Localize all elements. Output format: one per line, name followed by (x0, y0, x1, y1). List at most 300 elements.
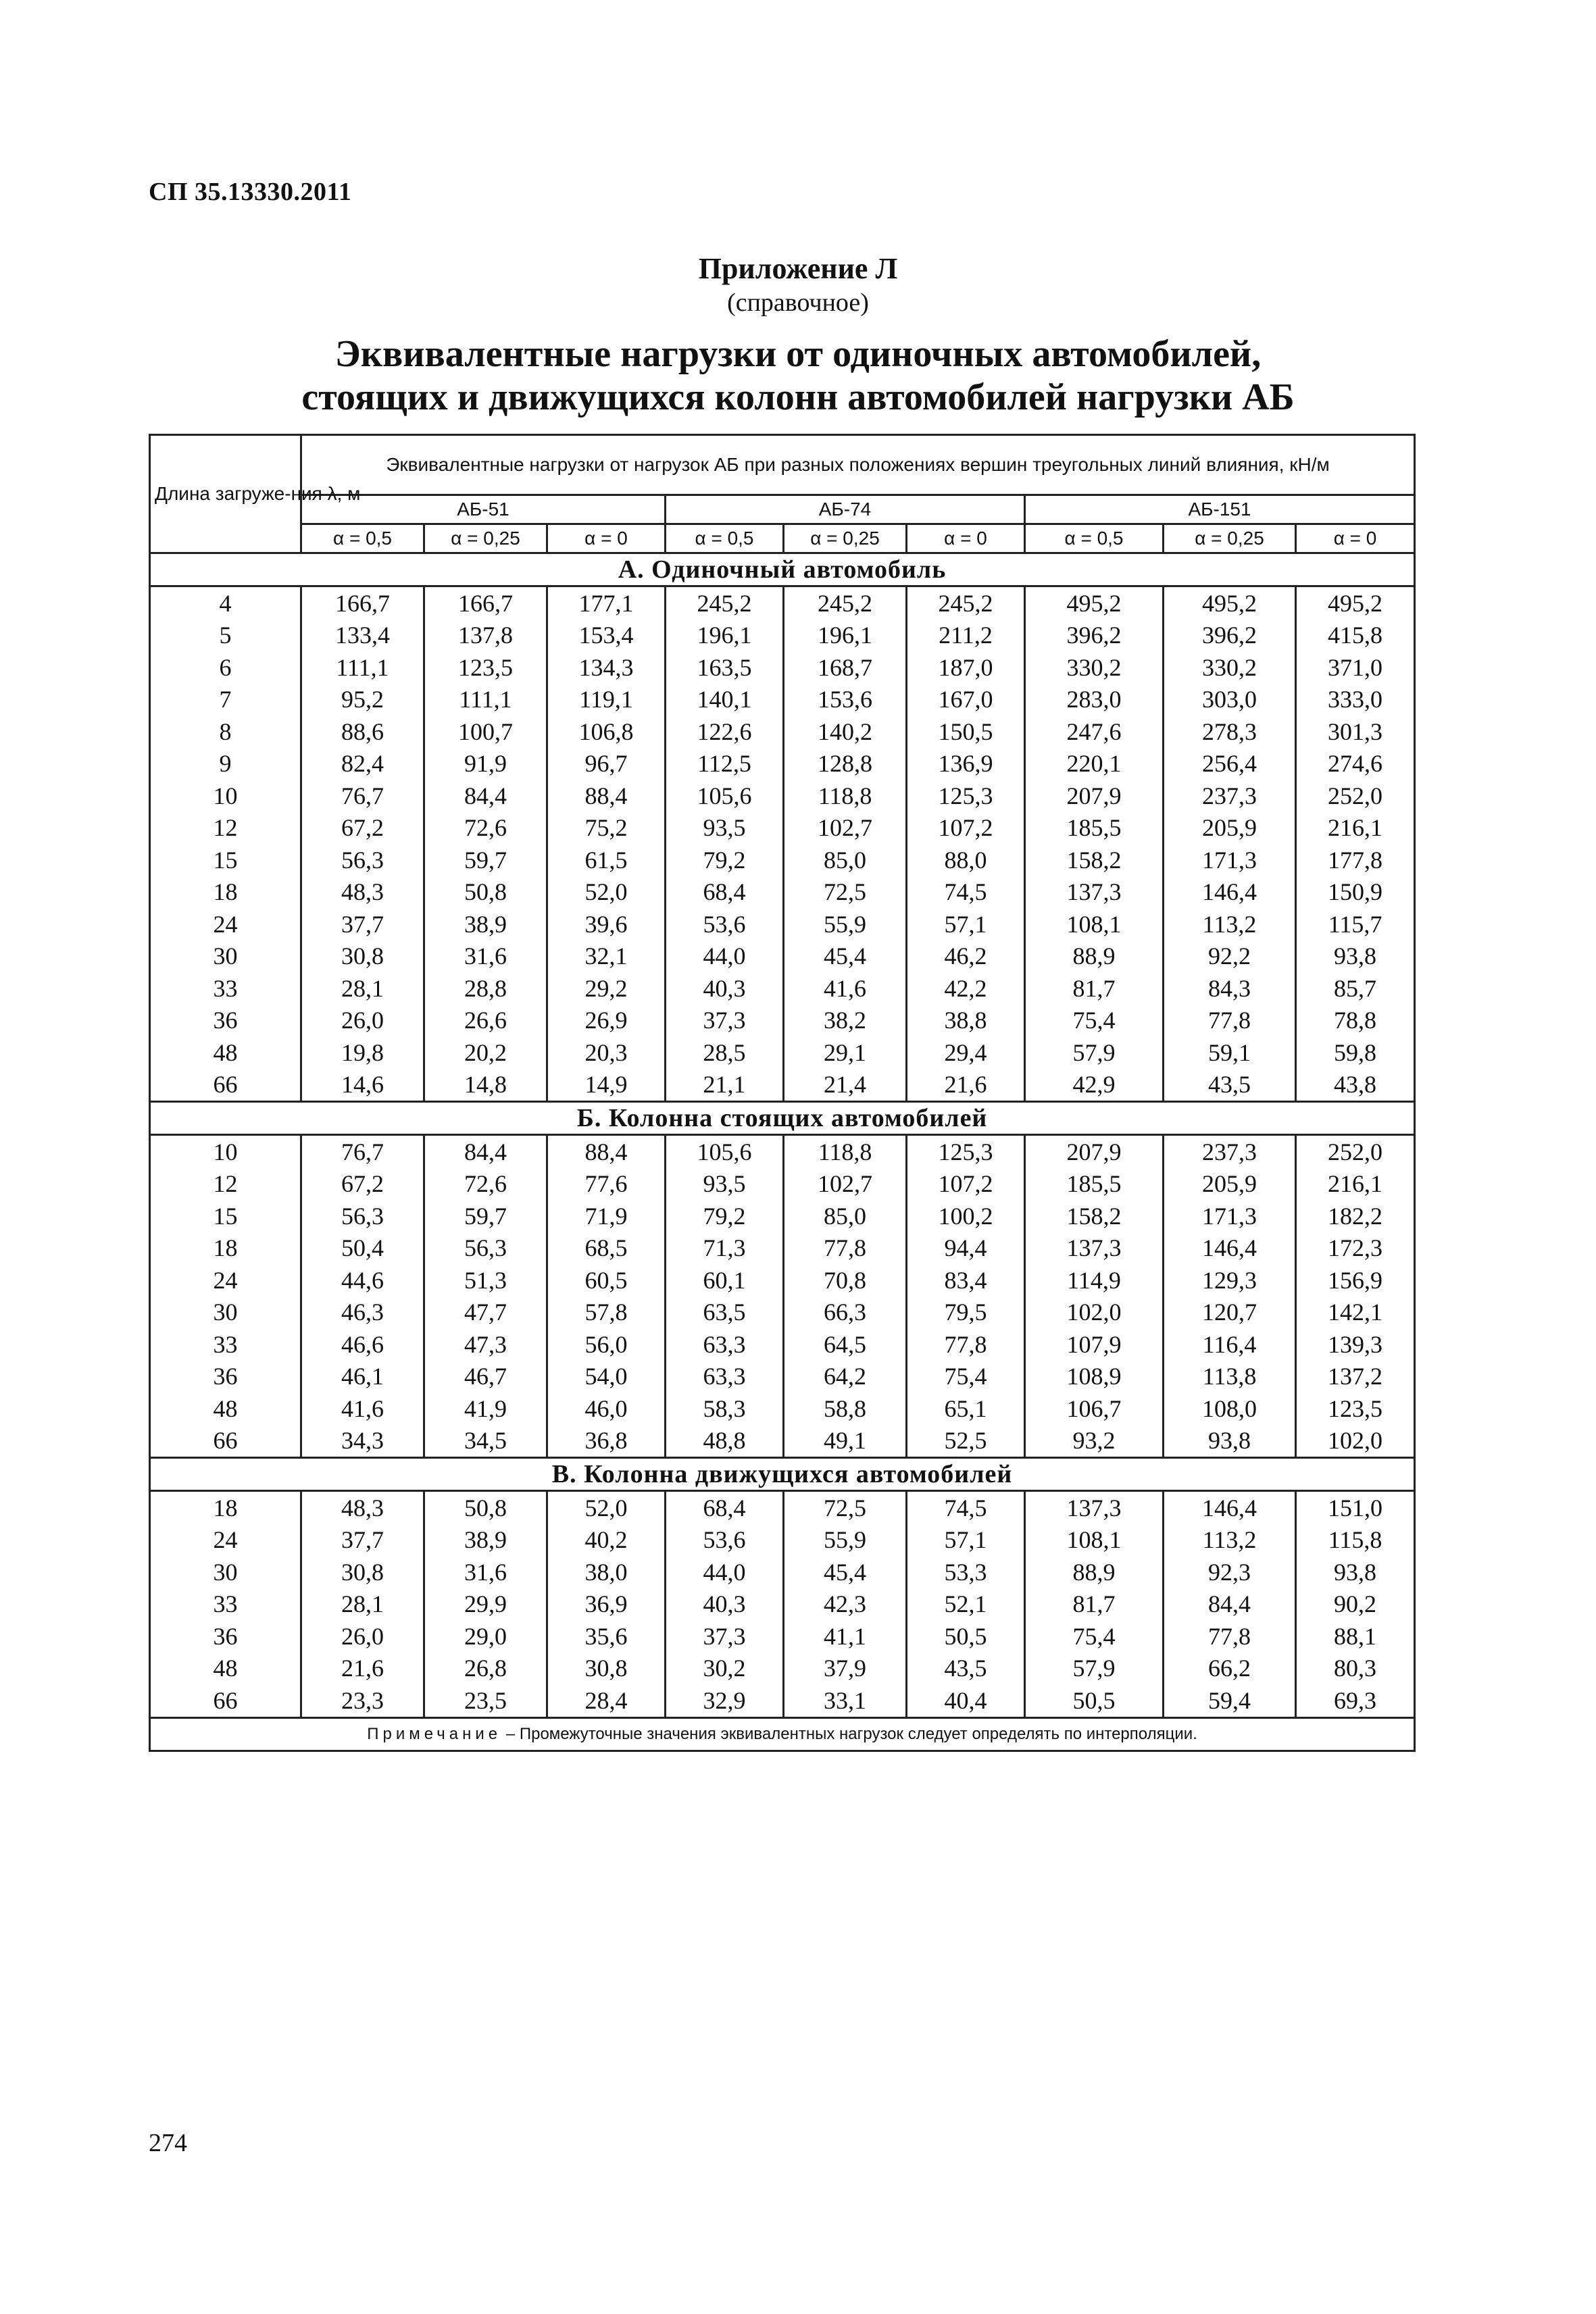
value-cell: 23,3 (301, 1684, 424, 1717)
value-cell: 57,1 (907, 1524, 1025, 1557)
value-cell: 107,2 (907, 1168, 1025, 1201)
value-cell: 84,4 (424, 780, 547, 812)
alpha-header: α = 0,5 (301, 524, 424, 553)
table-row (150, 748, 1415, 780)
length-cell: 24 (150, 1264, 301, 1297)
value-cell: 34,5 (424, 1425, 547, 1458)
value-cell: 50,5 (1025, 1684, 1164, 1717)
length-cell: 12 (150, 812, 301, 845)
value-cell: 34,3 (301, 1425, 424, 1458)
value-cell: 151,0 (1296, 1491, 1415, 1524)
table-row (150, 1620, 1415, 1653)
value-cell: 495,2 (1025, 586, 1164, 620)
alpha-header: α = 0,25 (1164, 524, 1296, 553)
value-cell: 66,3 (784, 1297, 907, 1329)
value-cell: 50,5 (907, 1620, 1025, 1653)
group-header-ab151: АБ-151 (1025, 495, 1415, 524)
value-cell: 21,6 (907, 1069, 1025, 1102)
value-cell: 495,2 (1296, 586, 1415, 620)
length-cell: 48 (150, 1036, 301, 1069)
value-cell: 20,3 (547, 1036, 666, 1069)
value-cell: 88,9 (1025, 1556, 1164, 1588)
length-cell: 48 (150, 1392, 301, 1425)
value-cell: 111,1 (424, 684, 547, 716)
value-cell: 42,3 (784, 1588, 907, 1621)
value-cell: 48,8 (666, 1425, 784, 1458)
length-cell: 48 (150, 1653, 301, 1685)
value-cell: 74,5 (907, 1491, 1025, 1524)
value-cell: 94,4 (907, 1232, 1025, 1265)
table-row (150, 1684, 1415, 1717)
value-cell: 52,0 (547, 876, 666, 909)
value-cell: 45,4 (784, 940, 907, 973)
value-cell: 56,3 (301, 1200, 424, 1232)
value-cell: 59,7 (424, 1200, 547, 1232)
length-cell: 15 (150, 1200, 301, 1232)
length-cell: 33 (150, 1588, 301, 1621)
value-cell: 182,2 (1296, 1200, 1415, 1232)
value-cell: 196,1 (784, 620, 907, 652)
value-cell: 88,4 (547, 780, 666, 812)
value-cell: 106,7 (1025, 1392, 1164, 1425)
value-cell: 177,8 (1296, 844, 1415, 876)
value-cell: 252,0 (1296, 780, 1415, 812)
section-row (150, 1458, 1415, 1491)
value-cell: 46,1 (301, 1361, 424, 1393)
alpha-header: α = 0,25 (424, 524, 547, 553)
value-cell: 78,8 (1296, 1005, 1415, 1037)
value-cell: 43,5 (1164, 1069, 1296, 1102)
value-cell: 37,3 (666, 1620, 784, 1653)
note-text: – Промежуточные значения эквивалентных нагрузок следует определять по интерполяции. (501, 1724, 1197, 1743)
value-cell: 46,7 (424, 1361, 547, 1393)
table-row (150, 1588, 1415, 1621)
value-cell: 77,8 (1164, 1620, 1296, 1653)
value-cell: 83,4 (907, 1264, 1025, 1297)
document-code: СП 35.13330.2011 (149, 178, 352, 206)
length-cell: 36 (150, 1005, 301, 1037)
value-cell: 92,3 (1164, 1556, 1296, 1588)
value-cell: 163,5 (666, 651, 784, 684)
value-cell: 21,6 (301, 1653, 424, 1685)
value-cell: 21,1 (666, 1069, 784, 1102)
main-header: Эквивалентные нагрузки от нагрузок АБ при разных положениях вершин треугольных линий влияния, кН/м (301, 435, 1415, 495)
table-row (150, 1491, 1415, 1524)
value-cell: 31,6 (424, 1556, 547, 1588)
value-cell: 57,8 (547, 1297, 666, 1329)
value-cell: 40,2 (547, 1524, 666, 1557)
value-cell: 46,2 (907, 940, 1025, 973)
value-cell: 43,8 (1296, 1069, 1415, 1102)
value-cell: 75,4 (1025, 1005, 1164, 1037)
value-cell: 93,8 (1296, 940, 1415, 973)
value-cell: 112,5 (666, 748, 784, 780)
value-cell: 495,2 (1164, 586, 1296, 620)
main-title (0, 332, 1596, 419)
value-cell: 171,3 (1164, 844, 1296, 876)
value-cell: 36,9 (547, 1588, 666, 1621)
table-row (150, 844, 1415, 876)
section-row (150, 553, 1415, 586)
value-cell: 36,8 (547, 1425, 666, 1458)
value-cell: 56,3 (424, 1232, 547, 1265)
value-cell: 32,9 (666, 1684, 784, 1717)
value-cell: 396,2 (1164, 620, 1296, 652)
value-cell: 115,8 (1296, 1524, 1415, 1557)
length-cell: 18 (150, 876, 301, 909)
value-cell: 108,0 (1164, 1392, 1296, 1425)
value-cell: 37,7 (301, 908, 424, 940)
value-cell: 72,6 (424, 1168, 547, 1201)
value-cell: 46,3 (301, 1297, 424, 1329)
value-cell: 75,2 (547, 812, 666, 845)
value-cell: 111,1 (301, 651, 424, 684)
length-cell: 66 (150, 1425, 301, 1458)
value-cell: 153,6 (784, 684, 907, 716)
section-title: Б. Колонна стоящих автомобилей (150, 1102, 1415, 1135)
table-row (150, 1036, 1415, 1069)
length-cell: 33 (150, 1328, 301, 1361)
length-cell: 9 (150, 748, 301, 780)
value-cell: 76,7 (301, 780, 424, 812)
value-cell: 205,9 (1164, 812, 1296, 845)
table-body (150, 553, 1415, 1718)
alpha-header: α = 0,5 (1025, 524, 1164, 553)
length-cell: 30 (150, 940, 301, 973)
value-cell: 396,2 (1025, 620, 1164, 652)
length-cell: 36 (150, 1620, 301, 1653)
table-note (150, 1717, 1415, 1751)
value-cell: 84,4 (424, 1135, 547, 1168)
value-cell: 50,8 (424, 876, 547, 909)
value-cell: 167,0 (907, 684, 1025, 716)
value-cell: 113,2 (1164, 1524, 1296, 1557)
value-cell: 207,9 (1025, 1135, 1164, 1168)
value-cell: 93,2 (1025, 1425, 1164, 1458)
value-cell: 91,9 (424, 748, 547, 780)
table-row (150, 1005, 1415, 1037)
value-cell: 140,2 (784, 715, 907, 748)
value-cell: 134,3 (547, 651, 666, 684)
value-cell: 59,8 (1296, 1036, 1415, 1069)
length-cell: 24 (150, 908, 301, 940)
value-cell: 31,6 (424, 940, 547, 973)
value-cell: 60,5 (547, 1264, 666, 1297)
value-cell: 172,3 (1296, 1232, 1415, 1265)
appendix-subtitle: (справочное) (727, 288, 869, 317)
table-row (150, 1297, 1415, 1329)
alpha-header: α = 0,25 (784, 524, 907, 553)
value-cell: 48,3 (301, 1491, 424, 1524)
equivalent-loads-table (149, 434, 1416, 1752)
value-cell: 67,2 (301, 812, 424, 845)
value-cell: 100,7 (424, 715, 547, 748)
length-cell: 15 (150, 844, 301, 876)
appendix-title: Приложение Л (698, 252, 898, 285)
value-cell: 93,8 (1296, 1556, 1415, 1588)
value-cell: 80,3 (1296, 1653, 1415, 1685)
value-cell: 171,3 (1164, 1200, 1296, 1232)
value-cell: 185,5 (1025, 1168, 1164, 1201)
length-cell: 6 (150, 651, 301, 684)
length-cell: 30 (150, 1297, 301, 1329)
value-cell: 247,6 (1025, 715, 1164, 748)
table-row (150, 1200, 1415, 1232)
value-cell: 125,3 (907, 1135, 1025, 1168)
value-cell: 245,2 (666, 586, 784, 620)
value-cell: 71,3 (666, 1232, 784, 1265)
table-row (150, 1392, 1415, 1425)
table-row (150, 586, 1415, 620)
length-cell: 12 (150, 1168, 301, 1201)
value-cell: 50,8 (424, 1491, 547, 1524)
value-cell: 88,4 (547, 1135, 666, 1168)
value-cell: 56,0 (547, 1328, 666, 1361)
value-cell: 59,4 (1164, 1684, 1296, 1717)
value-cell: 37,3 (666, 1005, 784, 1037)
value-cell: 150,5 (907, 715, 1025, 748)
value-cell: 50,4 (301, 1232, 424, 1265)
value-cell: 57,1 (907, 908, 1025, 940)
value-cell: 92,2 (1164, 940, 1296, 973)
value-cell: 43,5 (907, 1653, 1025, 1685)
table-row (150, 908, 1415, 940)
table-row (150, 1232, 1415, 1265)
length-cell: 10 (150, 1135, 301, 1168)
value-cell: 59,7 (424, 844, 547, 876)
value-cell: 28,5 (666, 1036, 784, 1069)
value-cell: 168,7 (784, 651, 907, 684)
table-row (150, 1556, 1415, 1588)
value-cell: 51,3 (424, 1264, 547, 1297)
value-cell: 114,9 (1025, 1264, 1164, 1297)
value-cell: 207,9 (1025, 780, 1164, 812)
value-cell: 77,8 (784, 1232, 907, 1265)
value-cell: 85,0 (784, 1200, 907, 1232)
value-cell: 30,8 (547, 1653, 666, 1685)
value-cell: 82,4 (301, 748, 424, 780)
value-cell: 237,3 (1164, 780, 1296, 812)
table-row (150, 1328, 1415, 1361)
value-cell: 237,3 (1164, 1135, 1296, 1168)
value-cell: 216,1 (1296, 812, 1415, 845)
value-cell: 68,4 (666, 876, 784, 909)
value-cell: 38,9 (424, 908, 547, 940)
table-row (150, 684, 1415, 716)
value-cell: 55,9 (784, 908, 907, 940)
value-cell: 28,8 (424, 972, 547, 1005)
value-cell: 66,2 (1164, 1653, 1296, 1685)
value-cell: 28,4 (547, 1684, 666, 1717)
value-cell: 107,9 (1025, 1328, 1164, 1361)
value-cell: 79,5 (907, 1297, 1025, 1329)
value-cell: 76,7 (301, 1135, 424, 1168)
value-cell: 125,3 (907, 780, 1025, 812)
value-cell: 23,5 (424, 1684, 547, 1717)
value-cell: 33,1 (784, 1684, 907, 1717)
value-cell: 53,3 (907, 1556, 1025, 1588)
value-cell: 133,4 (301, 620, 424, 652)
value-cell: 71,9 (547, 1200, 666, 1232)
value-cell: 54,0 (547, 1361, 666, 1393)
value-cell: 74,5 (907, 876, 1025, 909)
value-cell: 301,3 (1296, 715, 1415, 748)
value-cell: 42,9 (1025, 1069, 1164, 1102)
value-cell: 137,8 (424, 620, 547, 652)
value-cell: 256,4 (1164, 748, 1296, 780)
value-cell: 146,4 (1164, 876, 1296, 909)
value-cell: 40,3 (666, 972, 784, 1005)
value-cell: 30,2 (666, 1653, 784, 1685)
table-row (150, 1524, 1415, 1557)
value-cell: 102,0 (1296, 1425, 1415, 1458)
table-row (150, 972, 1415, 1005)
value-cell: 113,2 (1164, 908, 1296, 940)
value-cell: 88,0 (907, 844, 1025, 876)
value-cell: 64,2 (784, 1361, 907, 1393)
value-cell: 142,1 (1296, 1297, 1415, 1329)
table-row (150, 620, 1415, 652)
value-cell: 63,5 (666, 1297, 784, 1329)
note-label: Примечание (367, 1724, 502, 1743)
value-cell: 187,0 (907, 651, 1025, 684)
value-cell: 88,1 (1296, 1620, 1415, 1653)
length-cell: 24 (150, 1524, 301, 1557)
value-cell: 81,7 (1025, 972, 1164, 1005)
value-cell: 29,9 (424, 1588, 547, 1621)
value-cell: 330,2 (1164, 651, 1296, 684)
alpha-header-row (150, 524, 1415, 553)
value-cell: 220,1 (1025, 748, 1164, 780)
value-cell: 56,3 (301, 844, 424, 876)
alpha-header: α = 0,5 (666, 524, 784, 553)
page-number: 274 (149, 2129, 187, 2157)
value-cell: 69,3 (1296, 1684, 1415, 1717)
value-cell: 63,3 (666, 1361, 784, 1393)
value-cell: 38,9 (424, 1524, 547, 1557)
value-cell: 72,5 (784, 1491, 907, 1524)
value-cell: 93,5 (666, 812, 784, 845)
value-cell: 158,2 (1025, 844, 1164, 876)
length-cell: 4 (150, 586, 301, 620)
value-cell: 108,1 (1025, 908, 1164, 940)
value-cell: 158,2 (1025, 1200, 1164, 1232)
value-cell: 26,6 (424, 1005, 547, 1037)
value-cell: 84,3 (1164, 972, 1296, 1005)
value-cell: 303,0 (1164, 684, 1296, 716)
value-cell: 118,8 (784, 780, 907, 812)
value-cell: 88,9 (1025, 940, 1164, 973)
length-cell: 18 (150, 1491, 301, 1524)
table-row (150, 651, 1415, 684)
table-row (150, 780, 1415, 812)
value-cell: 58,3 (666, 1392, 784, 1425)
alpha-header: α = 0 (547, 524, 666, 553)
value-cell: 68,4 (666, 1491, 784, 1524)
value-cell: 129,3 (1164, 1264, 1296, 1297)
value-cell: 75,4 (907, 1361, 1025, 1393)
length-cell: 66 (150, 1684, 301, 1717)
value-cell: 330,2 (1025, 651, 1164, 684)
value-cell: 137,3 (1025, 1491, 1164, 1524)
value-cell: 333,0 (1296, 684, 1415, 716)
value-cell: 102,7 (784, 1168, 907, 1201)
value-cell: 70,8 (784, 1264, 907, 1297)
value-cell: 19,8 (301, 1036, 424, 1069)
value-cell: 40,3 (666, 1588, 784, 1621)
value-cell: 47,7 (424, 1297, 547, 1329)
main-title-line-1: Эквивалентные нагрузки от одиночных автомобилей, (334, 333, 1262, 375)
value-cell: 29,0 (424, 1620, 547, 1653)
value-cell: 196,1 (666, 620, 784, 652)
value-cell: 205,9 (1164, 1168, 1296, 1201)
value-cell: 371,0 (1296, 651, 1415, 684)
value-cell: 38,8 (907, 1005, 1025, 1037)
value-cell: 29,2 (547, 972, 666, 1005)
value-cell: 30,8 (301, 940, 424, 973)
table-row (150, 1069, 1415, 1102)
value-cell: 21,4 (784, 1069, 907, 1102)
value-cell: 102,0 (1025, 1297, 1164, 1329)
value-cell: 29,4 (907, 1036, 1025, 1069)
value-cell: 245,2 (907, 586, 1025, 620)
value-cell: 123,5 (1296, 1392, 1415, 1425)
value-cell: 63,3 (666, 1328, 784, 1361)
table-row (150, 876, 1415, 909)
value-cell: 95,2 (301, 684, 424, 716)
table-row (150, 1168, 1415, 1201)
section-title: В. Колонна движущихся автомобилей (150, 1458, 1415, 1491)
value-cell: 68,5 (547, 1232, 666, 1265)
value-cell: 57,9 (1025, 1036, 1164, 1069)
value-cell: 93,5 (666, 1168, 784, 1201)
value-cell: 106,8 (547, 715, 666, 748)
length-cell: 33 (150, 972, 301, 1005)
length-cell: 36 (150, 1361, 301, 1393)
value-cell: 156,9 (1296, 1264, 1415, 1297)
value-cell: 46,6 (301, 1328, 424, 1361)
length-cell: 5 (150, 620, 301, 652)
length-cell: 66 (150, 1069, 301, 1102)
section-row (150, 1102, 1415, 1135)
value-cell: 48,3 (301, 876, 424, 909)
length-cell: 18 (150, 1232, 301, 1265)
value-cell: 128,8 (784, 748, 907, 780)
value-cell: 90,2 (1296, 1588, 1415, 1621)
value-cell: 28,1 (301, 972, 424, 1005)
value-cell: 108,1 (1025, 1524, 1164, 1557)
length-cell: 8 (150, 715, 301, 748)
value-cell: 29,1 (784, 1036, 907, 1069)
value-cell: 123,5 (424, 651, 547, 684)
value-cell: 415,8 (1296, 620, 1415, 652)
value-cell: 64,5 (784, 1328, 907, 1361)
value-cell: 113,8 (1164, 1361, 1296, 1393)
value-cell: 166,7 (424, 586, 547, 620)
length-cell: 30 (150, 1556, 301, 1588)
table-row (150, 940, 1415, 973)
value-cell: 53,6 (666, 908, 784, 940)
value-cell: 77,6 (547, 1168, 666, 1201)
value-cell: 44,6 (301, 1264, 424, 1297)
value-cell: 77,8 (907, 1328, 1025, 1361)
value-cell: 166,7 (301, 586, 424, 620)
value-cell: 45,4 (784, 1556, 907, 1588)
value-cell: 41,1 (784, 1620, 907, 1653)
length-cell: 7 (150, 684, 301, 716)
group-header-ab51: АБ-51 (301, 495, 666, 524)
value-cell: 122,6 (666, 715, 784, 748)
